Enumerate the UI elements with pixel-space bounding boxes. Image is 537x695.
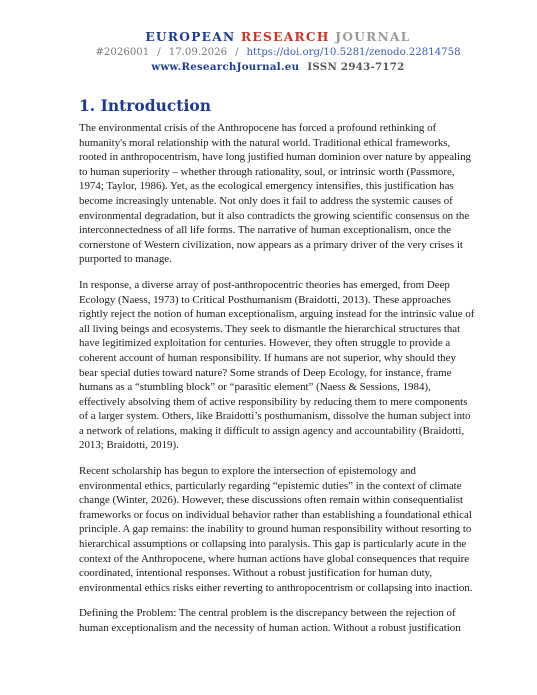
body-paragraph-4: Defining the Problem: The central problem is the discrepancy between the rejection of human exceptionalism and the necessity of human action. Without a robust justification	[79, 607, 461, 634]
issn-number: ISSN 2943-7172	[307, 61, 405, 73]
article-id: #2026001	[95, 47, 150, 58]
publication-date: 17.09.2026	[168, 47, 228, 58]
journal-name-part-3: JOURNAL	[335, 30, 411, 44]
journal-masthead	[79, 0, 477, 74]
doi-link[interactable]: https://doi.org/10.5281/zenodo.22814758	[246, 47, 461, 58]
journal-name	[79, 30, 477, 45]
article-meta-line	[79, 46, 477, 60]
body-paragraph-2: In response, a diverse array of post-anthropocentric theories has emerged, from Deep Ecology (Naess, 1973) to Critical Posthumanism (Braidotti, 2013). These approaches rightly reject the notion of human exceptionalism, arguing instead for the intrinsic value of all living beings and ecosystems. They seek to dismantle the hierarchical structures that have legitimized exploitation for centuries. However, they often struggle to provide a coherent account of human responsibility. If humans are not superior, why should they bear special duties toward nature? Some strands of Deep Ecology, for instance, frame humans as a “stumbling block” or “parasitic element” (Naess & Sessions, 1984), effectively absolving them of active responsibility by reducing them to mere components of a larger system. Others, like Braidotti’s posthumanism, dissolve the human subject into a network of relations, making it difficult to assign agency and accountability (Braidotti, 2013; Braidotti, 2019).	[79, 278, 475, 452]
journal-name-part-2: RESEARCH	[241, 30, 330, 44]
meta-separator: /	[235, 47, 239, 58]
body-paragraph-3: Recent scholarship has begun to explore the intersection of epistemology and environmental ethics, particularly regarding “epistemic duties” in the context of climate change (Winter, 2026). However, these discussions often remain within consequentialist frameworks or focus on individual behavior rather than establishing a foundational ethical principle. A gap remains: the inability to ground human responsibility without resorting to hierarchical assumptions or collapsing into paralysis. This gap is particularly acute in the context of the Anthropocene, where human actions have global consequences that require coordinated, intentional responses. Without a robust justification for human duty, environmental ethics risks either reverting to anthropocentrism or collapsing into inaction.	[79, 465, 473, 594]
body-paragraph-1: The environmental crisis of the Anthropocene has forced a profound rethinking of humanity's moral relationship with the natural world. Traditional ethical frameworks, rooted in anthropocentrism, have long justified human dominion over nature by appealing to human superiority – whether through rationality, soul, or intrinsic worth (Passmore, 1974; Taylor, 1986). Yet, as the ecological emergency intensifies, this justification has become increasingly untenable. Not only does it fail to address the systemic causes of environmental degradation, but it also contradicts the growing scientific consensus on the interconnectedness of all life forms. The narrative of human exceptionalism, once the cornerstone of Western civilization, now appears as a primary driver of the very crises it purported to manage.	[79, 122, 471, 266]
journal-name-part-1: EUROPEAN	[145, 30, 236, 44]
site-issn-line	[79, 60, 477, 74]
meta-separator: /	[157, 47, 161, 58]
website-link[interactable]: www.ResearchJournal.eu	[151, 61, 300, 73]
section-heading: 1. Introduction	[79, 96, 211, 115]
